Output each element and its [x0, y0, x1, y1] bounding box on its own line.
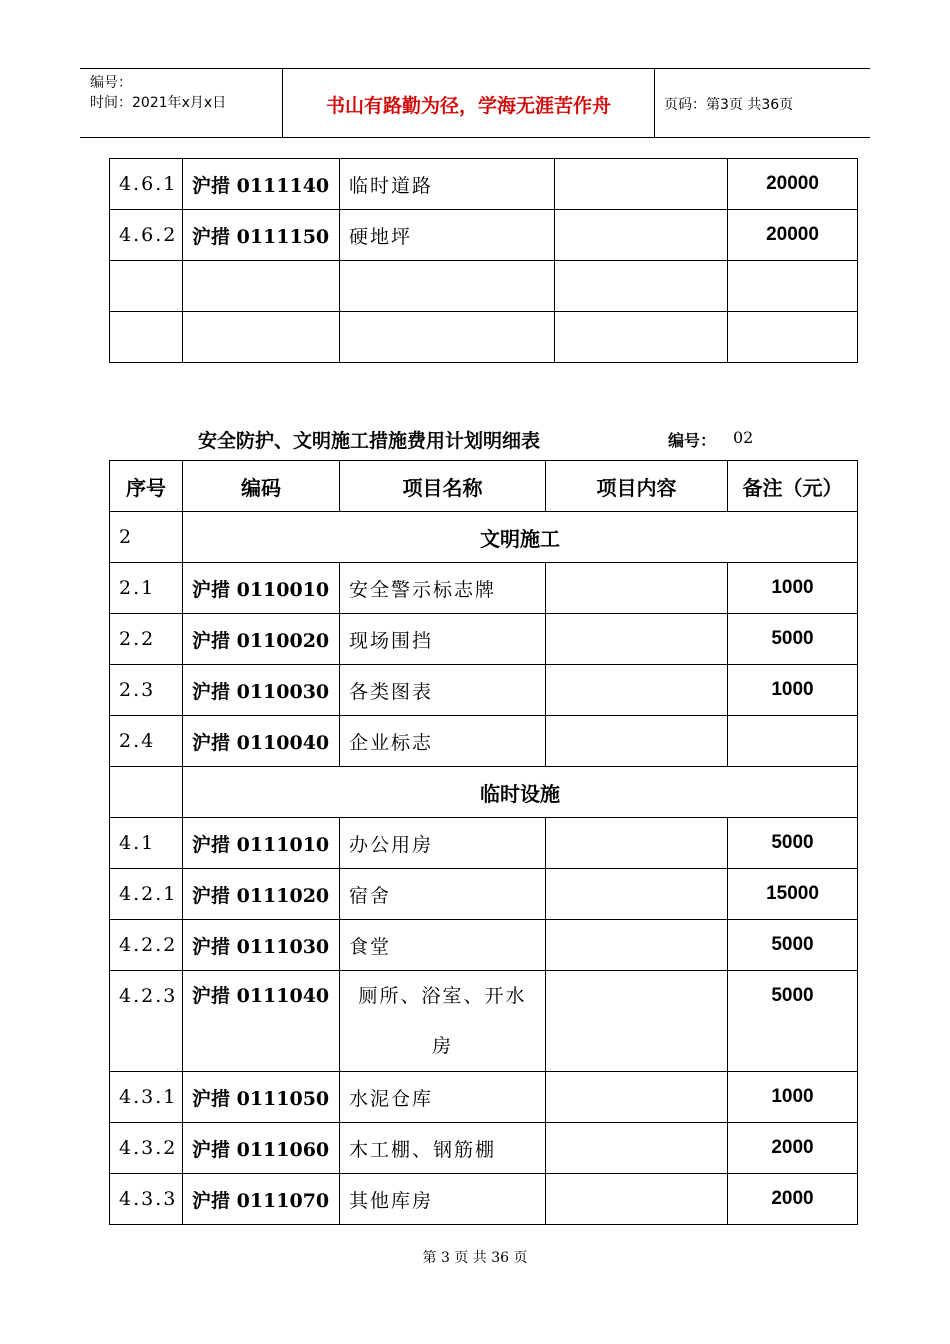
row-content: [546, 563, 728, 614]
row-number: 4.2.3: [110, 971, 183, 1072]
row-content: [546, 971, 728, 1072]
row-name: 现场围挡: [340, 614, 546, 665]
row-code: 沪措 0111140: [183, 159, 340, 210]
table-row: [110, 665, 858, 716]
table-row: [110, 1072, 858, 1123]
row-code: 沪措 0111050: [183, 1072, 340, 1123]
table-row: [110, 563, 858, 614]
table-row: [110, 818, 858, 869]
row-name: [340, 971, 546, 1072]
section-number: 2: [110, 512, 183, 563]
table-header-row: [110, 461, 858, 512]
row-content: [546, 818, 728, 869]
row-name: 办公用房: [340, 818, 546, 869]
row-content: [546, 1174, 728, 1225]
row-name-line: 厕所、浴室、开水: [358, 985, 527, 1007]
header-meta: [90, 73, 226, 113]
row-name: 企业标志: [340, 716, 546, 767]
header-number-label: 编号：: [90, 75, 132, 91]
table-row: [110, 716, 858, 767]
table-row: [110, 614, 858, 665]
section-row: [110, 512, 858, 563]
serial-label: 编号：: [668, 431, 717, 450]
row-code: 沪措 0111020: [183, 869, 340, 920]
serial-value: 02: [733, 428, 754, 447]
header-cell-number: 序号: [110, 461, 183, 512]
header-motto: 书山有路勤为径，学海无涯苦作舟: [325, 95, 611, 117]
table-row: [110, 159, 858, 210]
row-content: [546, 716, 728, 767]
row-name: 其他库房: [340, 1174, 546, 1225]
header-cell-remark: 备注（元）: [728, 461, 858, 512]
row-number: 4.3.1: [110, 1072, 183, 1123]
row-code: 沪措 0110030: [183, 665, 340, 716]
row-number: 4.6.2: [110, 210, 183, 261]
row-number: 2.4: [110, 716, 183, 767]
row-content: [546, 869, 728, 920]
table-title: 安全防护、文明施工措施费用计划明细表: [198, 430, 541, 452]
row-number: 4.2.1: [110, 869, 183, 920]
table-row: [110, 1174, 858, 1225]
row-name: 木工棚、钢筋棚: [340, 1123, 546, 1174]
cost-plan-table: [109, 460, 858, 1225]
header-cell-name: 项目名称: [340, 461, 546, 512]
row-code: 沪措 0110040: [183, 716, 340, 767]
table-row: [110, 210, 858, 261]
header-time-label: 时间：2021年x月x日: [90, 95, 227, 111]
row-content: [546, 920, 728, 971]
row-amount: 1000: [728, 665, 858, 716]
row-amount: 20000: [728, 159, 858, 210]
table-row: [110, 920, 858, 971]
section-row: [110, 767, 858, 818]
table-row: [110, 869, 858, 920]
row-code: 沪措 0110020: [183, 614, 340, 665]
row-code: 沪措 0111070: [183, 1174, 340, 1225]
row-name: 临时道路: [340, 159, 555, 210]
section-number: [110, 767, 183, 818]
table-row: [110, 1123, 858, 1174]
row-content: [546, 665, 728, 716]
row-content: [555, 210, 728, 261]
row-code: 沪措 0111150: [183, 210, 340, 261]
header-page-info: 页码：第3页 共36页: [664, 97, 794, 113]
row-number: 4.6.1: [110, 159, 183, 210]
row-name: 硬地坪: [340, 210, 555, 261]
row-amount: 5000: [728, 920, 858, 971]
continuation-table: [109, 158, 858, 363]
row-code: 沪措 0111010: [183, 818, 340, 869]
section-label: 文明施工: [183, 512, 858, 563]
row-name-line: 房: [431, 1035, 453, 1057]
row-number: 2.3: [110, 665, 183, 716]
row-name: 食堂: [340, 920, 546, 971]
row-name: 各类图表: [340, 665, 546, 716]
row-amount: 5000: [728, 614, 858, 665]
row-amount: 2000: [728, 1123, 858, 1174]
section-label: 临时设施: [183, 767, 858, 818]
row-number: 4.1: [110, 818, 183, 869]
row-number: 2.2: [110, 614, 183, 665]
header-cell-content: 项目内容: [546, 461, 728, 512]
table-row-empty: [110, 261, 858, 312]
row-code: 沪措 0111030: [183, 920, 340, 971]
row-number: 4.3.2: [110, 1123, 183, 1174]
row-code: 沪措 0111060: [183, 1123, 340, 1174]
row-code: 沪措 0111040: [183, 971, 340, 1072]
row-amount: 5000: [728, 971, 858, 1072]
page-header: [80, 68, 870, 138]
row-name: 安全警示标志牌: [340, 563, 546, 614]
row-amount: 2000: [728, 1174, 858, 1225]
row-number: 2.1: [110, 563, 183, 614]
row-content: [546, 614, 728, 665]
row-amount: 1000: [728, 563, 858, 614]
header-cell-code: 编码: [183, 461, 340, 512]
page-footer: 第 3 页 共 36 页: [422, 1250, 528, 1266]
row-number: 4.3.3: [110, 1174, 183, 1225]
row-content: [555, 159, 728, 210]
row-amount: [728, 716, 858, 767]
table-row-empty: [110, 312, 858, 363]
row-number: 4.2.2: [110, 920, 183, 971]
row-name: 水泥仓库: [340, 1072, 546, 1123]
row-amount: 5000: [728, 818, 858, 869]
row-amount: 1000: [728, 1072, 858, 1123]
table-row: [110, 971, 858, 1072]
header-divider: [654, 69, 655, 137]
row-amount: 20000: [728, 210, 858, 261]
row-amount: 15000: [728, 869, 858, 920]
row-content: [546, 1123, 728, 1174]
row-content: [546, 1072, 728, 1123]
row-name: 宿舍: [340, 869, 546, 920]
row-code: 沪措 0110010: [183, 563, 340, 614]
